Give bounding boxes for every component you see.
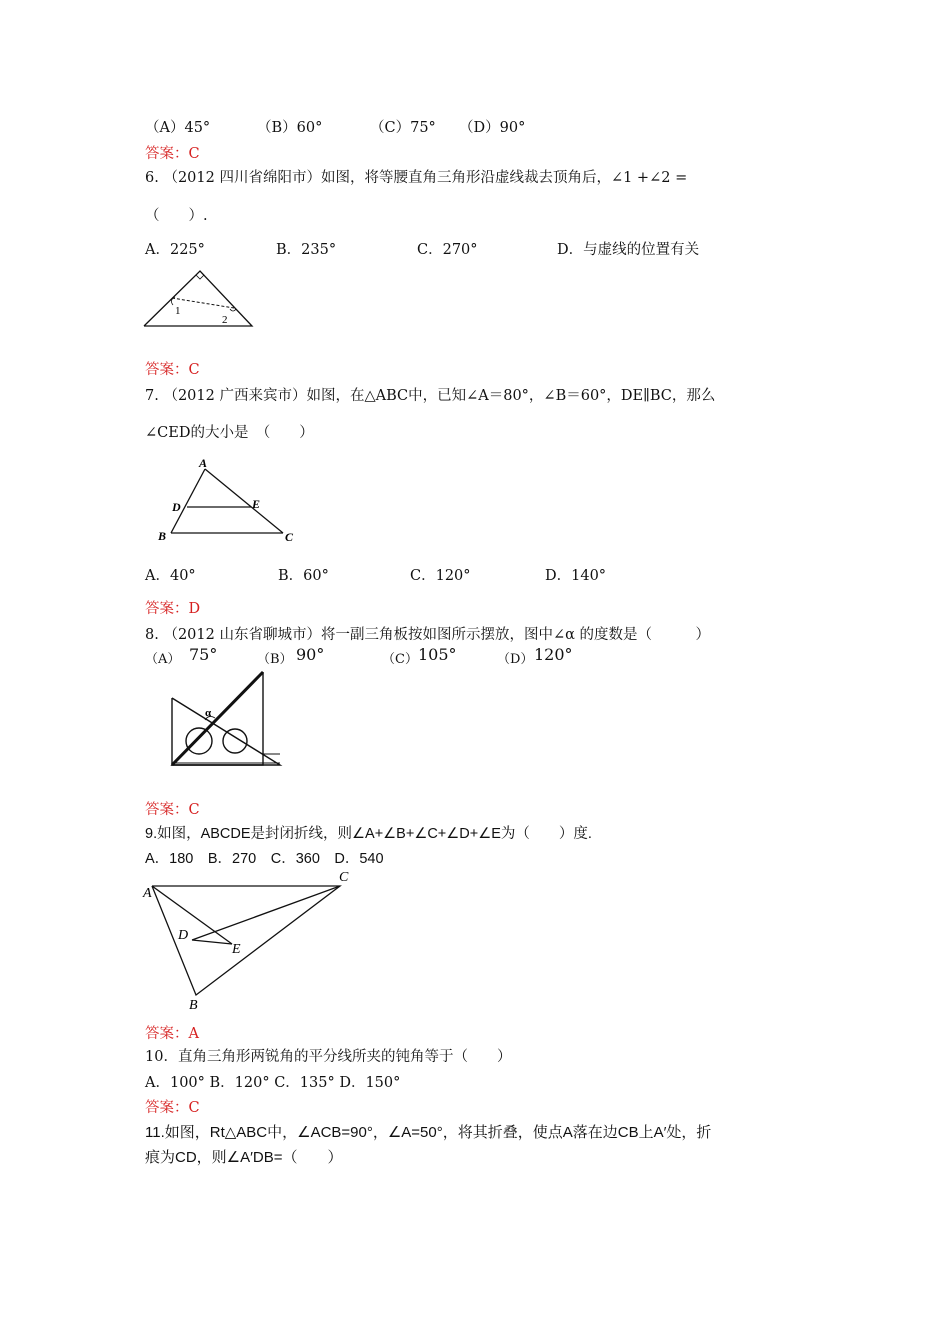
q7-label-b: B [158,529,167,543]
q7-answer: 答案：D [145,601,201,617]
q8-option-d-label: （D） [497,652,534,667]
q5-answer: 答案：C [145,146,200,162]
q10-stem: 10．直角三角形两锐角的平分线所夹的钝角等于（ ） [145,1049,512,1065]
q6-stem-line1: 6. （2012 四川省绵阳市）如图，将等腰直角三角形沿虚线裁去顶角后，∠1 +∠2 = [145,170,688,186]
q5-option-d: （D）90° [459,120,526,136]
q8-option-c-value: 105° [418,645,457,664]
q10-options: A．100° B．120° C．135° D．150° [145,1075,401,1091]
q6-option-a: A．225° [145,242,205,258]
q8-answer: 答案：C [145,802,200,818]
q9-answer: 答案：A [145,1026,199,1042]
q7-triangle-figure [155,455,305,550]
q5-option-b: （B）60° [257,120,323,136]
q8-option-a-label: （A） [145,652,181,667]
q8-option-d-value: 120° [534,645,573,664]
q6-option-c: C．270° [417,242,478,258]
q7-option-b: B．60° [278,568,329,584]
q7-label-c: C [285,530,294,544]
q6-stem-line2: （ ）. [145,208,208,224]
q7-label-e: E [252,497,261,511]
q9-label-d: D [178,928,189,943]
q9-stem: 9.如图，ABCDE是封闭折线，则∠A+∠B+∠C+∠D+∠E为（ ）度. [145,826,592,842]
q9-label-b: B [189,998,198,1013]
q6-triangle-figure [140,265,260,335]
q5-option-a: （A）45° [145,120,211,136]
q7-label-d: D [172,500,181,514]
q9-label-e: E [232,942,241,957]
q7-stem-line1: 7. （2012 广西来宾市）如图，在△ABC中，已知∠A＝80°，∠B＝60°，DE∥BC，那么 [145,388,716,404]
q6-answer: 答案：C [145,362,200,378]
q6-option-d: D．与虚线的位置有关 [557,242,700,258]
q9-options: A．180 B．270 C．360 D．540 [145,851,384,867]
q8-option-c-label: （C） [382,652,418,667]
q6-angle-label-1: 1 [175,305,181,317]
q7-option-a: A．40° [145,568,196,584]
q6-angle-label-2: 2 [222,314,228,326]
q11-stem-line2: 痕为CD，则∠A′DB=（ ） [145,1149,343,1166]
q7-option-d: D．140° [545,568,607,584]
q8-option-a-value: 75° [189,645,218,664]
q9-label-a: A [143,886,152,901]
q9-polyline-figure [140,865,370,1015]
q6-option-b: B．235° [276,242,337,258]
q11-stem-line1: 11.如图，Rt△ABC中，∠ACB=90°，∠A=50°，将其折叠，使点A落在边CB上A′处，折 [145,1124,712,1141]
q5-option-c: （C）75° [370,120,436,136]
q7-option-c: C．120° [410,568,471,584]
q8-option-b-value: 90° [296,645,325,664]
q8-set-squares-figure [165,668,290,773]
q7-label-a: A [199,456,208,470]
q8-stem: 8. （2012 山东省聊城市）将一副三角板按如图所示摆放，图中∠α 的度数是（ ） [145,627,711,643]
q8-option-b-label: （B） [257,652,293,667]
q10-answer: 答案：C [145,1100,200,1116]
q9-label-c: C [339,870,349,885]
q7-stem-line2: ∠CED的大小是 （ ） [145,425,314,441]
q8-alpha-label: α [205,707,212,719]
